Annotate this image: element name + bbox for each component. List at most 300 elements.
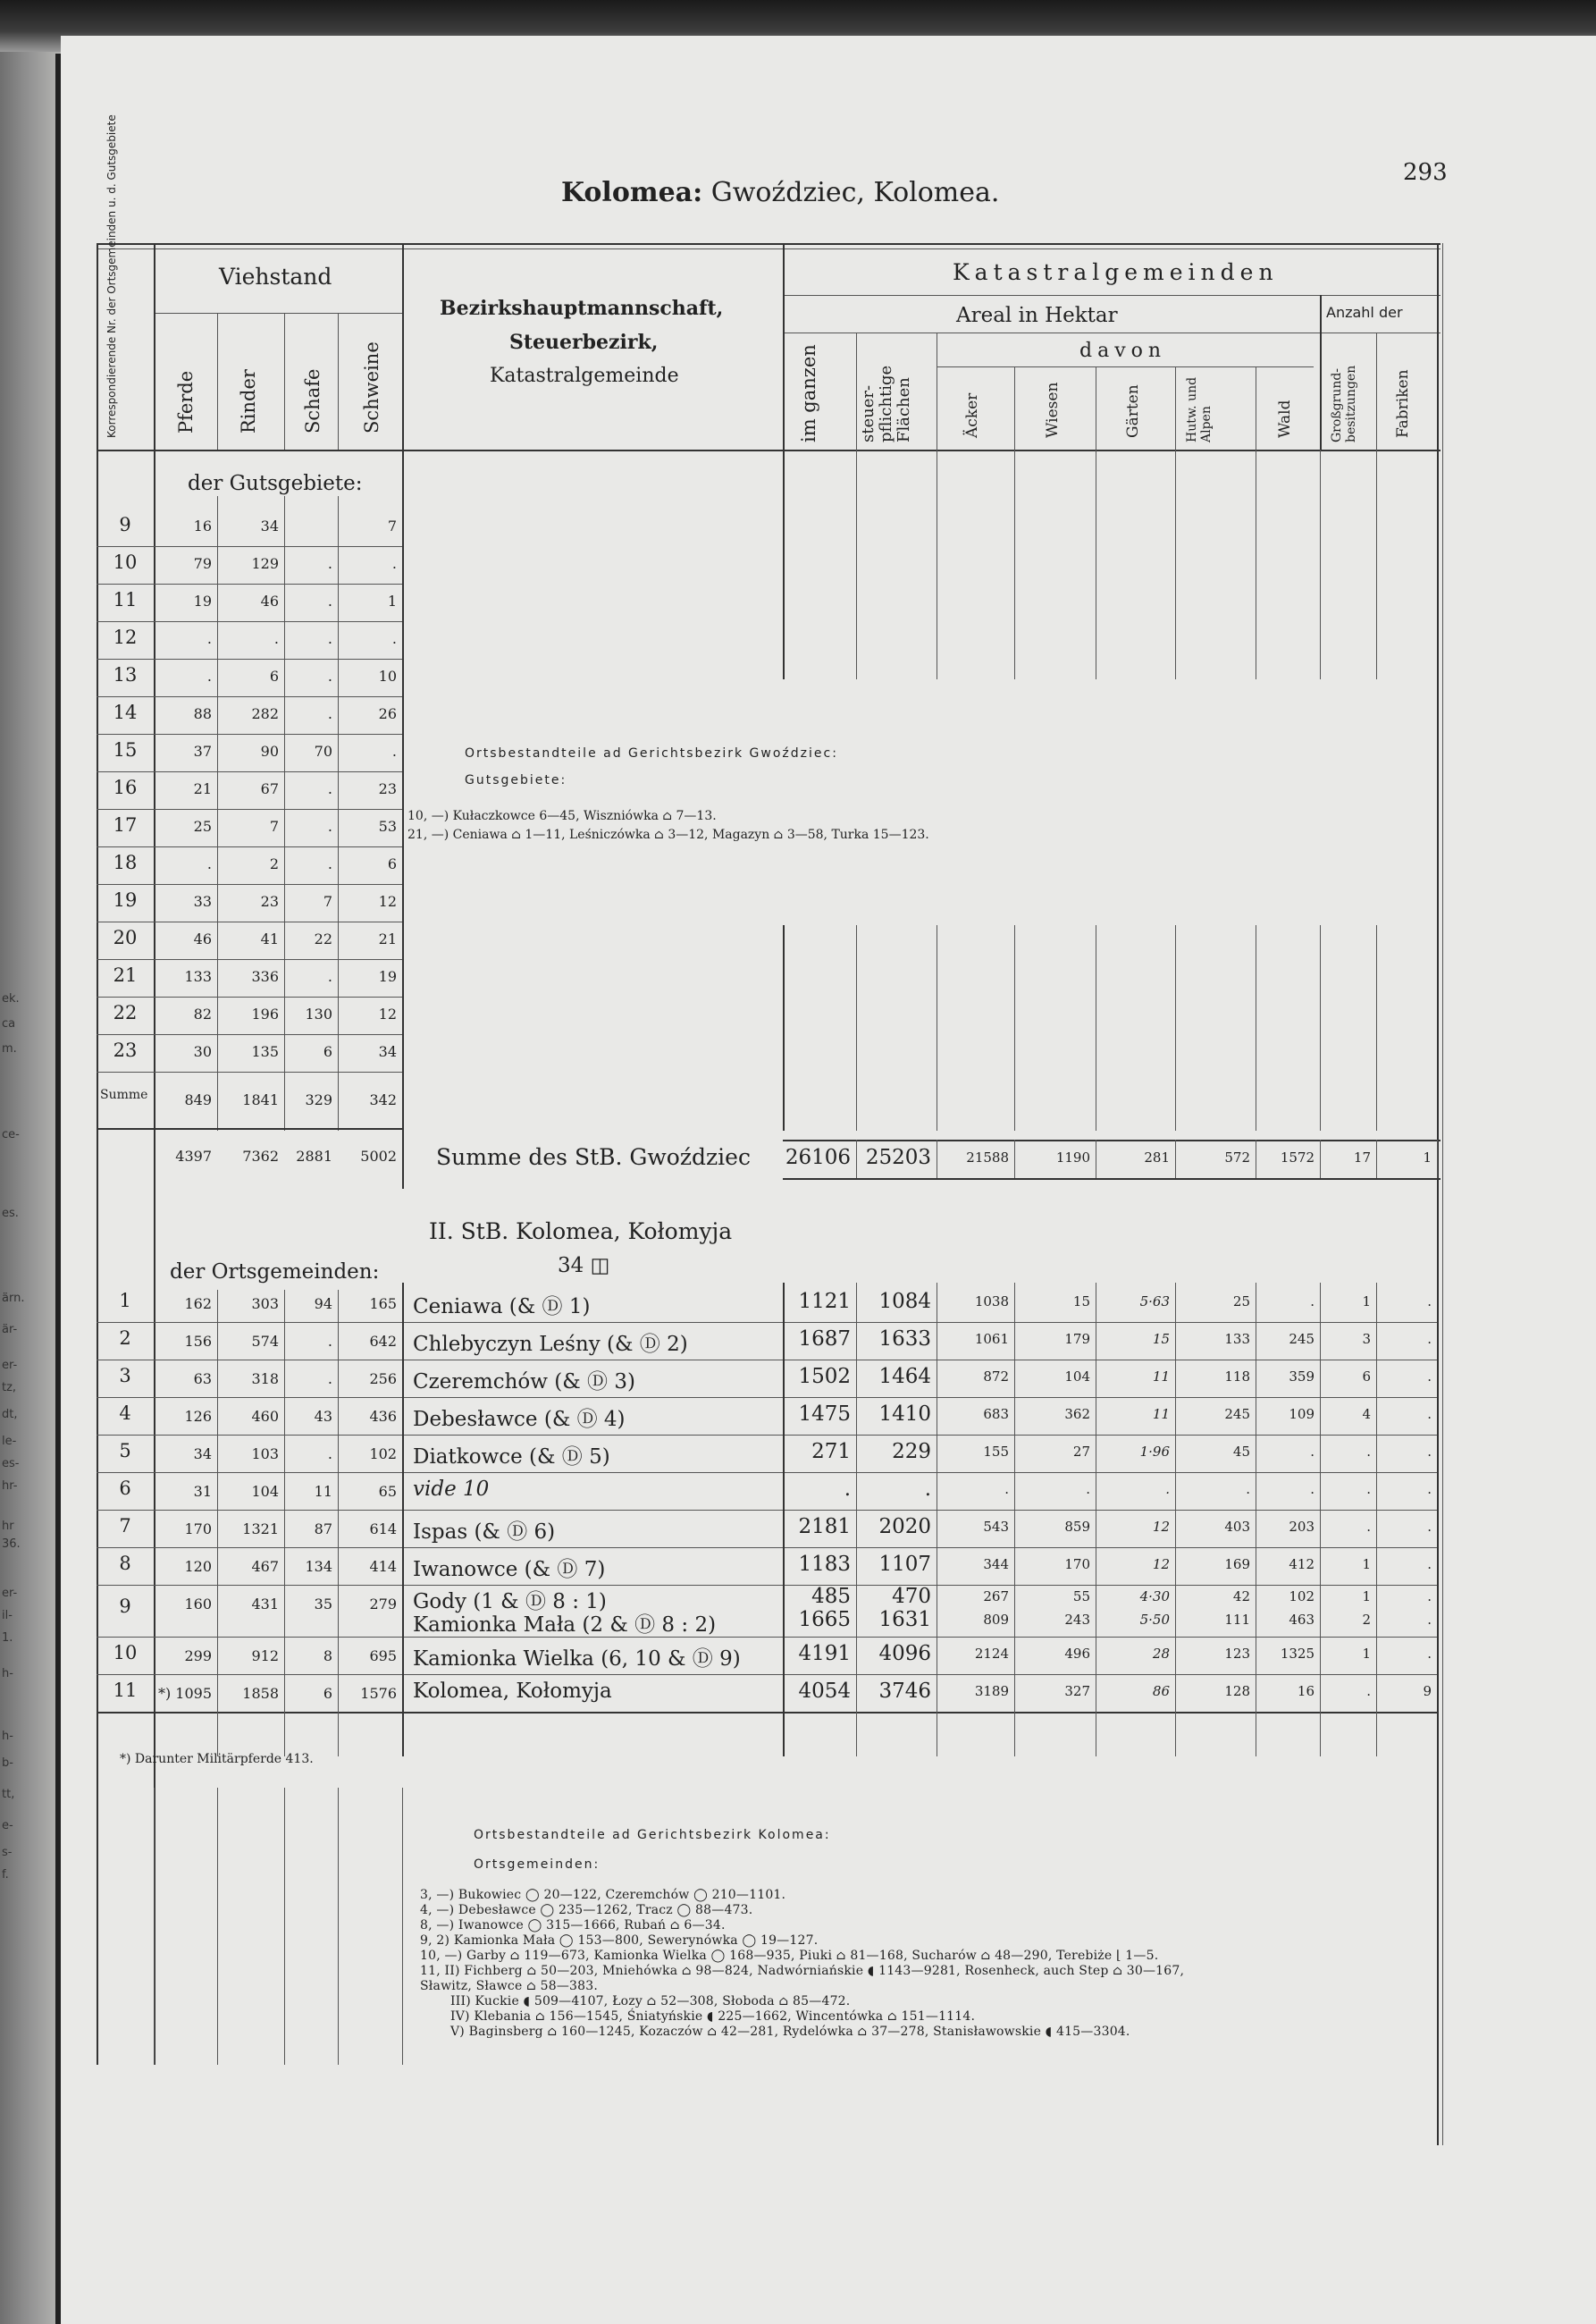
ortsbestand2-line: 8, —) Iwanowce ◯ 315—1666, Rubań ⌂ 6—34. [420,1918,726,1932]
ort-col-line [1175,1283,1176,1756]
ort-cell-sch: 35 [314,1596,332,1612]
ort-cell-steuer: 1631 [878,1608,931,1631]
ort-cell-r: 1321 [242,1520,279,1537]
ortsbestand2-title: Ortsbestandteile ad Gerichtsbezirk Kolomea: [474,1828,831,1842]
ort-cell-wiesen: 327 [1064,1683,1090,1699]
gut-row-rule [97,1034,402,1035]
ort-cell-wiesen: 179 [1064,1331,1090,1347]
gut-row-rule [97,546,402,547]
ort-row-number: 4 [119,1402,131,1424]
ort-col-line [1376,1283,1377,1756]
ort-cell-r: 574 [251,1333,279,1350]
ort-cell-gaerten: 5·50 [1139,1612,1170,1628]
ort-cell-steuer: 1410 [878,1402,931,1426]
ort-cell-ganz: 1502 [798,1365,851,1388]
ort-name: Iwanowce (& Ⓓ 7) [413,1558,606,1581]
ort-cell-ganz: 485 [811,1585,851,1608]
stb-sum-p: 4397 [175,1148,212,1165]
ort-cell-gaerten: 11 [1152,1406,1170,1422]
ort-cell-steuer: 1464 [878,1365,931,1388]
ort-cell-r: 303 [251,1295,279,1312]
ortsbestand2-line: 3, —) Bukowiec ◯ 20—122, Czeremchów ◯ 210—1101. [420,1888,786,1902]
ort-cell-ganz: 1665 [798,1608,851,1631]
ort-cell-sch: . [327,1333,332,1350]
gut-summe-r: 1841 [242,1091,279,1108]
gut-cell-sw: 10 [378,668,397,685]
ort-cell-sw: 165 [369,1295,397,1312]
gut-cell-sch: . [327,705,332,722]
ort-cell-acker: 344 [983,1556,1009,1572]
ort-cell-sch: 6 [323,1685,332,1702]
ort-cell-p: 160 [184,1596,212,1612]
ort-cell-sch: 43 [314,1408,332,1425]
ort-cell-ganz: . [844,1478,851,1501]
header-fabriken: Fabriken [1394,369,1412,438]
ort-row-number: 11 [113,1680,138,1701]
ortsbestand2-line: Sławitz, Sławce ⌂ 58—383. [420,1979,599,1993]
gut-cell-sw: 6 [387,855,397,872]
page-title-bold: Kolomea: [561,177,703,208]
stb-sum-bottom-rule [783,1178,1441,1180]
ort-cell-r: 103 [251,1445,279,1462]
header-bottom-rule [97,450,1441,451]
ort-cell-steuer: 2020 [878,1515,931,1538]
ort-cell-gaerten: . [1165,1481,1170,1497]
ort-cell-wiesen: . [1086,1481,1090,1497]
ort-cell-gaerten: 12 [1152,1556,1170,1572]
page-number: 293 [1403,159,1448,186]
stb-sum-sch: 2881 [296,1148,332,1165]
ort-col-line [856,1283,857,1756]
ort-cell-fab: . [1427,1519,1432,1535]
gut-cell-p: 133 [184,968,212,985]
katastral-rule [783,295,1441,296]
ort-row-number: 9 [119,1596,131,1617]
gut-cell-sw: 1 [387,593,397,610]
ort-cell-fab: . [1427,1646,1432,1662]
gut-row-number: 13 [113,664,138,686]
ort-cell-gaerten: 15 [1152,1331,1170,1347]
col-line [1014,366,1015,450]
ort-cell-acker: 809 [983,1612,1009,1628]
margin-note: es- [2,1457,20,1470]
ort-cell-steuer: 4096 [878,1642,931,1665]
stb-sum-col-line [1320,1140,1321,1178]
ort-cell-r: 1858 [242,1685,279,1702]
gut-cell-r: 34 [260,518,279,535]
ort-name: Debesławce (& Ⓓ 4) [413,1408,626,1431]
ortsbestand1-sub: Gutsgebiete: [465,773,567,787]
blank-col-line [1376,450,1377,679]
gut-cell-p: 16 [193,518,212,535]
ort-row-number: 5 [119,1440,131,1461]
blank-col-line [856,450,857,679]
ort-cell-r: 467 [251,1558,279,1575]
margin-note: es. [2,1207,19,1220]
ort-cell-sch: 87 [314,1520,332,1537]
header-korresp: Korrespondierende Nr. der Ortsgemeinden u. d. Gutsgebiete [105,114,118,438]
gut-cell-sch: . [327,593,332,610]
gut-cell-sch: 70 [314,743,332,760]
ort-cell-acker: 155 [983,1444,1009,1460]
ort-cell-hutw: 245 [1224,1406,1250,1422]
footnote: *) Darunter Militärpferde 413. [120,1752,314,1766]
ort-cell-p: 31 [193,1483,212,1500]
ort-cell-gross: . [1366,1444,1371,1460]
col-line [856,333,857,450]
blank-col-line [1320,925,1321,1131]
ort-cell-hutw: 25 [1232,1293,1250,1309]
gut-row-number: 18 [113,852,138,873]
ort-cell-hutw: 403 [1224,1519,1250,1535]
ort-cell-wiesen: 859 [1064,1519,1090,1535]
gut-summe-sch: 329 [305,1091,332,1108]
ort-cell-wald: . [1310,1481,1315,1497]
gut-cell-r: 282 [251,705,279,722]
ort-cell-acker: 2124 [974,1646,1009,1662]
gut-cell-sch: . [327,555,332,572]
gut-col-line [338,496,339,1131]
stb-sum-label: Summe des StB. Gwoździec [436,1144,751,1170]
stb-sum-hutw: 572 [1224,1149,1250,1166]
gut-row-rule [97,1072,402,1073]
gut-col-line [217,496,218,1131]
ort-row-rule [97,1322,1437,1323]
ortsbestand2-line: 4, —) Debesławce ◯ 235—1262, Tracz ◯ 88—473. [420,1903,753,1917]
header-steuer: steuer-pflichtige Flächen [859,365,913,442]
header-viehstand: Viehstand [219,264,332,290]
gut-cell-p: 21 [193,780,212,797]
gut-row-rule [97,659,402,660]
ort-cell-ganz: 1183 [798,1553,851,1576]
ort-cell-acker: 1061 [974,1331,1009,1347]
ort-cell-acker: 683 [983,1406,1009,1422]
gut-cell-sch: . [327,818,332,835]
ort-cell-wald: 412 [1289,1556,1315,1572]
header-areal: Areal in Hektar [956,304,1118,327]
ort-cell-wald: 203 [1289,1519,1315,1535]
blank-col-line [1014,450,1015,679]
margin-note: dt, [2,1408,18,1421]
ortsgemeinden-label: der Ortsgemeinden: [170,1260,380,1284]
ort-cell-sw: 1576 [360,1685,397,1702]
ort-cell-sw: 102 [369,1445,397,1462]
ort-cell-fab: . [1427,1406,1432,1422]
ort-cell-hutw: . [1246,1481,1250,1497]
margin-note: b- [2,1756,13,1770]
gut-cell-sch: . [327,968,332,985]
margin-note: ärn. [2,1292,25,1305]
gut-row-number: 16 [113,777,138,798]
gut-row-number: 19 [113,889,138,911]
gut-row-number: 10 [113,552,138,573]
ort-cell-wiesen: 243 [1064,1612,1090,1628]
ort-row-rule [97,1547,1437,1548]
header-katastral: Katastralgemeinden [953,259,1279,285]
page-title-rest: Gwoździec, Kolomea. [702,177,1000,208]
ort-cell-sw: 256 [369,1370,397,1387]
gut-cell-p: 46 [193,930,212,947]
ort-cell-sch: 94 [314,1295,332,1312]
margin-note: är- [2,1323,18,1336]
ort-cell-p: 63 [193,1370,212,1387]
margin-note: er- [2,1359,18,1372]
stb-sum-gaerten: 281 [1144,1149,1170,1166]
ort-cell-steuer: 1084 [878,1290,931,1313]
col-line [1376,333,1377,450]
ort-cell-hutw: 169 [1224,1556,1250,1572]
gut-summe-p: 849 [184,1091,212,1108]
ort-cell-p: 120 [184,1558,212,1575]
ort-cell-sw: 614 [369,1520,397,1537]
ort-cell-gaerten: 28 [1152,1646,1170,1662]
gut-cell-sch: . [327,780,332,797]
header-anzahl: Anzahl der [1326,304,1403,321]
gut-cell-r: . [273,630,279,647]
gut-cell-r: 336 [251,968,279,985]
ort-col-line [217,1290,218,1756]
ort-cell-ganz: 271 [811,1440,851,1463]
ort-name: vide 10 [413,1478,490,1501]
stb-sum-ganz: 26106 [785,1146,851,1169]
gut-cell-sch: 6 [323,1043,332,1060]
gut-cell-r: 46 [260,593,279,610]
header-pferde: Pferde [175,370,197,434]
ort-cell-r: 912 [251,1647,279,1664]
ort-cell-gross: 4 [1362,1406,1371,1422]
stb-sum-col-line [1175,1140,1176,1178]
gut-row-number: 12 [113,627,138,648]
gut-row-number: 21 [113,964,138,986]
ortsbestand1-line2: 21, —) Ceniawa ⌂ 1—11, Leśniczówka ⌂ 3—12, Magazyn ⌂ 3—58, Turka 15—123. [407,828,929,842]
margin-note: ek. [2,992,20,1006]
ort-name: Ceniawa (& Ⓓ 1) [413,1295,591,1318]
page-title [561,177,999,208]
ort-cell-sw: 436 [369,1408,397,1425]
ort-cell-wald: 109 [1289,1406,1315,1422]
ort-cell-sch: . [327,1445,332,1462]
ort-cell-fab: . [1427,1588,1432,1604]
ort-cell-gross: 2 [1362,1612,1371,1628]
gut-cell-r: 67 [260,780,279,797]
gut-cell-sw: 12 [378,1006,397,1023]
gut-row-rule [97,846,402,847]
gut-row-rule [97,621,402,622]
ort-cell-hutw: 128 [1224,1683,1250,1699]
margin-note: h- [2,1730,13,1743]
gut-cell-sch: 130 [305,1006,332,1023]
ort-row-number: 2 [119,1327,131,1349]
header-gross: Großgrund-besitzungen [1330,365,1358,442]
stb-sum-wiesen: 1190 [1055,1149,1090,1166]
blank-col-line [338,1788,339,2065]
stb-sum-wald: 1572 [1280,1149,1315,1166]
gut-row-rule [97,809,402,810]
ort-cell-wald: . [1310,1444,1315,1460]
gut-cell-r: 129 [251,555,279,572]
ort-row-number: 7 [119,1515,131,1537]
ort-cell-gaerten: 11 [1152,1368,1170,1385]
margin-note: tz, [2,1381,17,1394]
gut-cell-r: 23 [260,893,279,910]
ort-cell-gaerten: 1·96 [1139,1444,1170,1460]
margin-note: hr- [2,1479,18,1493]
margin-note: 1. [2,1631,13,1645]
ort-cell-steuer: 3746 [878,1680,931,1703]
col-name-end [783,243,785,450]
ort-cell-gross: 6 [1362,1368,1371,1385]
gut-row-number: 11 [113,589,138,610]
ort-cell-fab: . [1427,1481,1432,1497]
ort-cell-gaerten: 86 [1152,1683,1170,1699]
header-gaerten: Gärten [1124,384,1142,438]
section2-title: II. StB. Kolomea, Kołomyja [429,1218,733,1244]
stb-sum-acker: 21588 [966,1149,1009,1166]
gut-row-rule [97,884,402,885]
blank-col-line [154,1788,155,2065]
ort-cell-hutw: 42 [1232,1588,1250,1604]
ort-cell-wald: 1325 [1280,1646,1315,1662]
stb-sum-fab: 1 [1423,1149,1432,1166]
gut-row-rule [97,997,402,998]
gut-cell-p: . [206,630,212,647]
ort-cell-fab: . [1427,1331,1432,1347]
ort-cell-sch: . [327,1370,332,1387]
ort-row-number: 10 [113,1642,138,1663]
stb-sum-col-line [1014,1140,1015,1178]
gut-cell-r: 90 [260,743,279,760]
ort-cell-wiesen: 104 [1064,1368,1090,1385]
stb-sum-r: 7362 [242,1148,279,1165]
ort-name: Kamionka Wielka (6, 10 & Ⓓ 9) [413,1647,741,1671]
gut-row-rule [97,771,402,772]
col-line [1175,366,1176,450]
gut-cell-sw: 12 [378,893,397,910]
ort-cell-wald: 16 [1297,1683,1315,1699]
margin-note: 36. [2,1537,21,1551]
table-top-rule [97,243,1441,245]
ortsbestand2-line: IV) Klebania ⌂ 156—1545, Śniatyńskie ◖ 225—1662, Wincentówka ⌂ 151—1114. [450,2009,976,2024]
ort-cell-p: 34 [193,1445,212,1462]
stb-sum-gross: 17 [1353,1149,1371,1166]
ort-cell-fab: . [1427,1368,1432,1385]
ort-cell-steuer: 229 [892,1440,931,1463]
ort-cell-steuer: 470 [892,1585,931,1608]
gut-cell-r: 2 [269,855,279,872]
header-schafe: Schafe [302,368,323,434]
stb-sum-sw: 5002 [360,1148,397,1165]
blank-col-line [783,450,785,679]
ort-cell-gross: 1 [1362,1293,1371,1309]
ort-cell-r: 460 [251,1408,279,1425]
blank-col-line [1376,925,1377,1131]
ortsbestand2-line: III) Kuckie ◖ 509—4107, Łozy ⌂ 52—308, Słoboda ⌂ 85—472. [450,1994,851,2008]
ort-bottom-rule [97,1712,1437,1714]
gut-cell-sw: . [391,743,397,760]
ort-col-line [1320,1283,1321,1756]
blank-col-line [1320,450,1321,679]
stb-sum-col-line [1376,1140,1377,1178]
ort-cell-p: 156 [184,1333,212,1350]
gut-cell-p: . [206,855,212,872]
ort-cell-steuer: 1107 [878,1553,931,1576]
stb-sum-col-line [856,1140,857,1178]
book-spine [0,0,61,2324]
header-rinder: Rinder [238,369,259,434]
stb-sum-top-rule [783,1140,1441,1141]
gut-cell-sch: 22 [314,930,332,947]
ort-cell-acker: 267 [983,1588,1009,1604]
gut-cell-sw: 21 [378,930,397,947]
ort-cell-sw: 642 [369,1333,397,1350]
gut-row-number: 9 [119,514,131,535]
ort-cell-acker: 543 [983,1519,1009,1535]
ort-cell-sw: 65 [378,1483,397,1500]
ort-name: Kolomea, Kołomyja [413,1680,612,1703]
ort-cell-gaerten: 12 [1152,1519,1170,1535]
margin-note: le- [2,1435,17,1448]
gut-summe-label: Summe [100,1088,148,1102]
ort-cell-gross: . [1366,1519,1371,1535]
gutsgebiete-label: der Gutsgebiete: [188,472,363,495]
ort-col-line [284,1290,285,1756]
ortsbestand2-line: 9, 2) Kamionka Mała ◯ 153—800, Sewerynówka ◯ 19—127. [420,1933,819,1948]
header-bezirk3: Katastralgemeinde [490,365,679,387]
ort-name-gody: Gody (1 & Ⓓ 8 : 1) [413,1590,607,1613]
ort-cell-acker: . [1004,1481,1009,1497]
ortsbestand2-line: V) Baginsberg ⌂ 160—1245, Kozaczów ⌂ 42—281, Rydelówka ⌂ 37—278, Stanisławowskie ◖ 415—3304. [450,2025,1130,2039]
gut-cell-r: 6 [269,668,279,685]
ort-row-number: 1 [119,1290,131,1311]
ort-cell-wiesen: 27 [1072,1444,1090,1460]
ort-name: Diatkowce (& Ⓓ 5) [413,1445,610,1469]
blank-col-line [402,1788,403,2065]
gut-row-number: 20 [113,927,138,948]
ort-row-rule [97,1435,1437,1436]
ort-name: Czeremchów (& Ⓓ 3) [413,1370,635,1394]
gut-cell-p: 88 [193,705,212,722]
ort-cell-hutw: 111 [1224,1612,1250,1628]
gut-cell-p: 79 [193,555,212,572]
col-line [284,313,285,450]
gut-cell-r: 7 [269,818,279,835]
gut-cell-sch: . [327,855,332,872]
blank-col-line [1014,925,1015,1131]
ort-name: Chlebyczyn Leśny (& Ⓓ 2) [413,1333,688,1356]
gut-cell-sw: 19 [378,968,397,985]
ort-cell-ganz: 2181 [798,1515,851,1538]
gut-cell-p: 82 [193,1006,212,1023]
ort-cell-fab: 9 [1423,1683,1432,1699]
header-bezirk2: Steuerbezirk, [509,331,659,354]
gut-row-number: 14 [113,702,138,723]
margin-note: s- [2,1846,13,1859]
stb-sum-col-line [1437,1140,1438,1178]
blank-col-line [217,1788,218,2065]
ort-cell-p: 126 [184,1408,212,1425]
gut-cell-p: 33 [193,893,212,910]
ort-cell-fab: . [1427,1293,1432,1309]
frame-right [1437,243,1439,2145]
ort-cell-gross: 3 [1362,1331,1371,1347]
ort-cell-ganz: 1475 [798,1402,851,1426]
ort-cell-wiesen: 362 [1064,1406,1090,1422]
ort-cell-wald: 463 [1289,1612,1315,1628]
ort-cell-gross: . [1366,1481,1371,1497]
ortsbestand1-line1: 10, —) Kułaczkowce 6—45, Wiszniówka ⌂ 7—13. [407,809,717,823]
header-wald: Wald [1276,400,1294,438]
ort-row-number: 3 [119,1365,131,1386]
